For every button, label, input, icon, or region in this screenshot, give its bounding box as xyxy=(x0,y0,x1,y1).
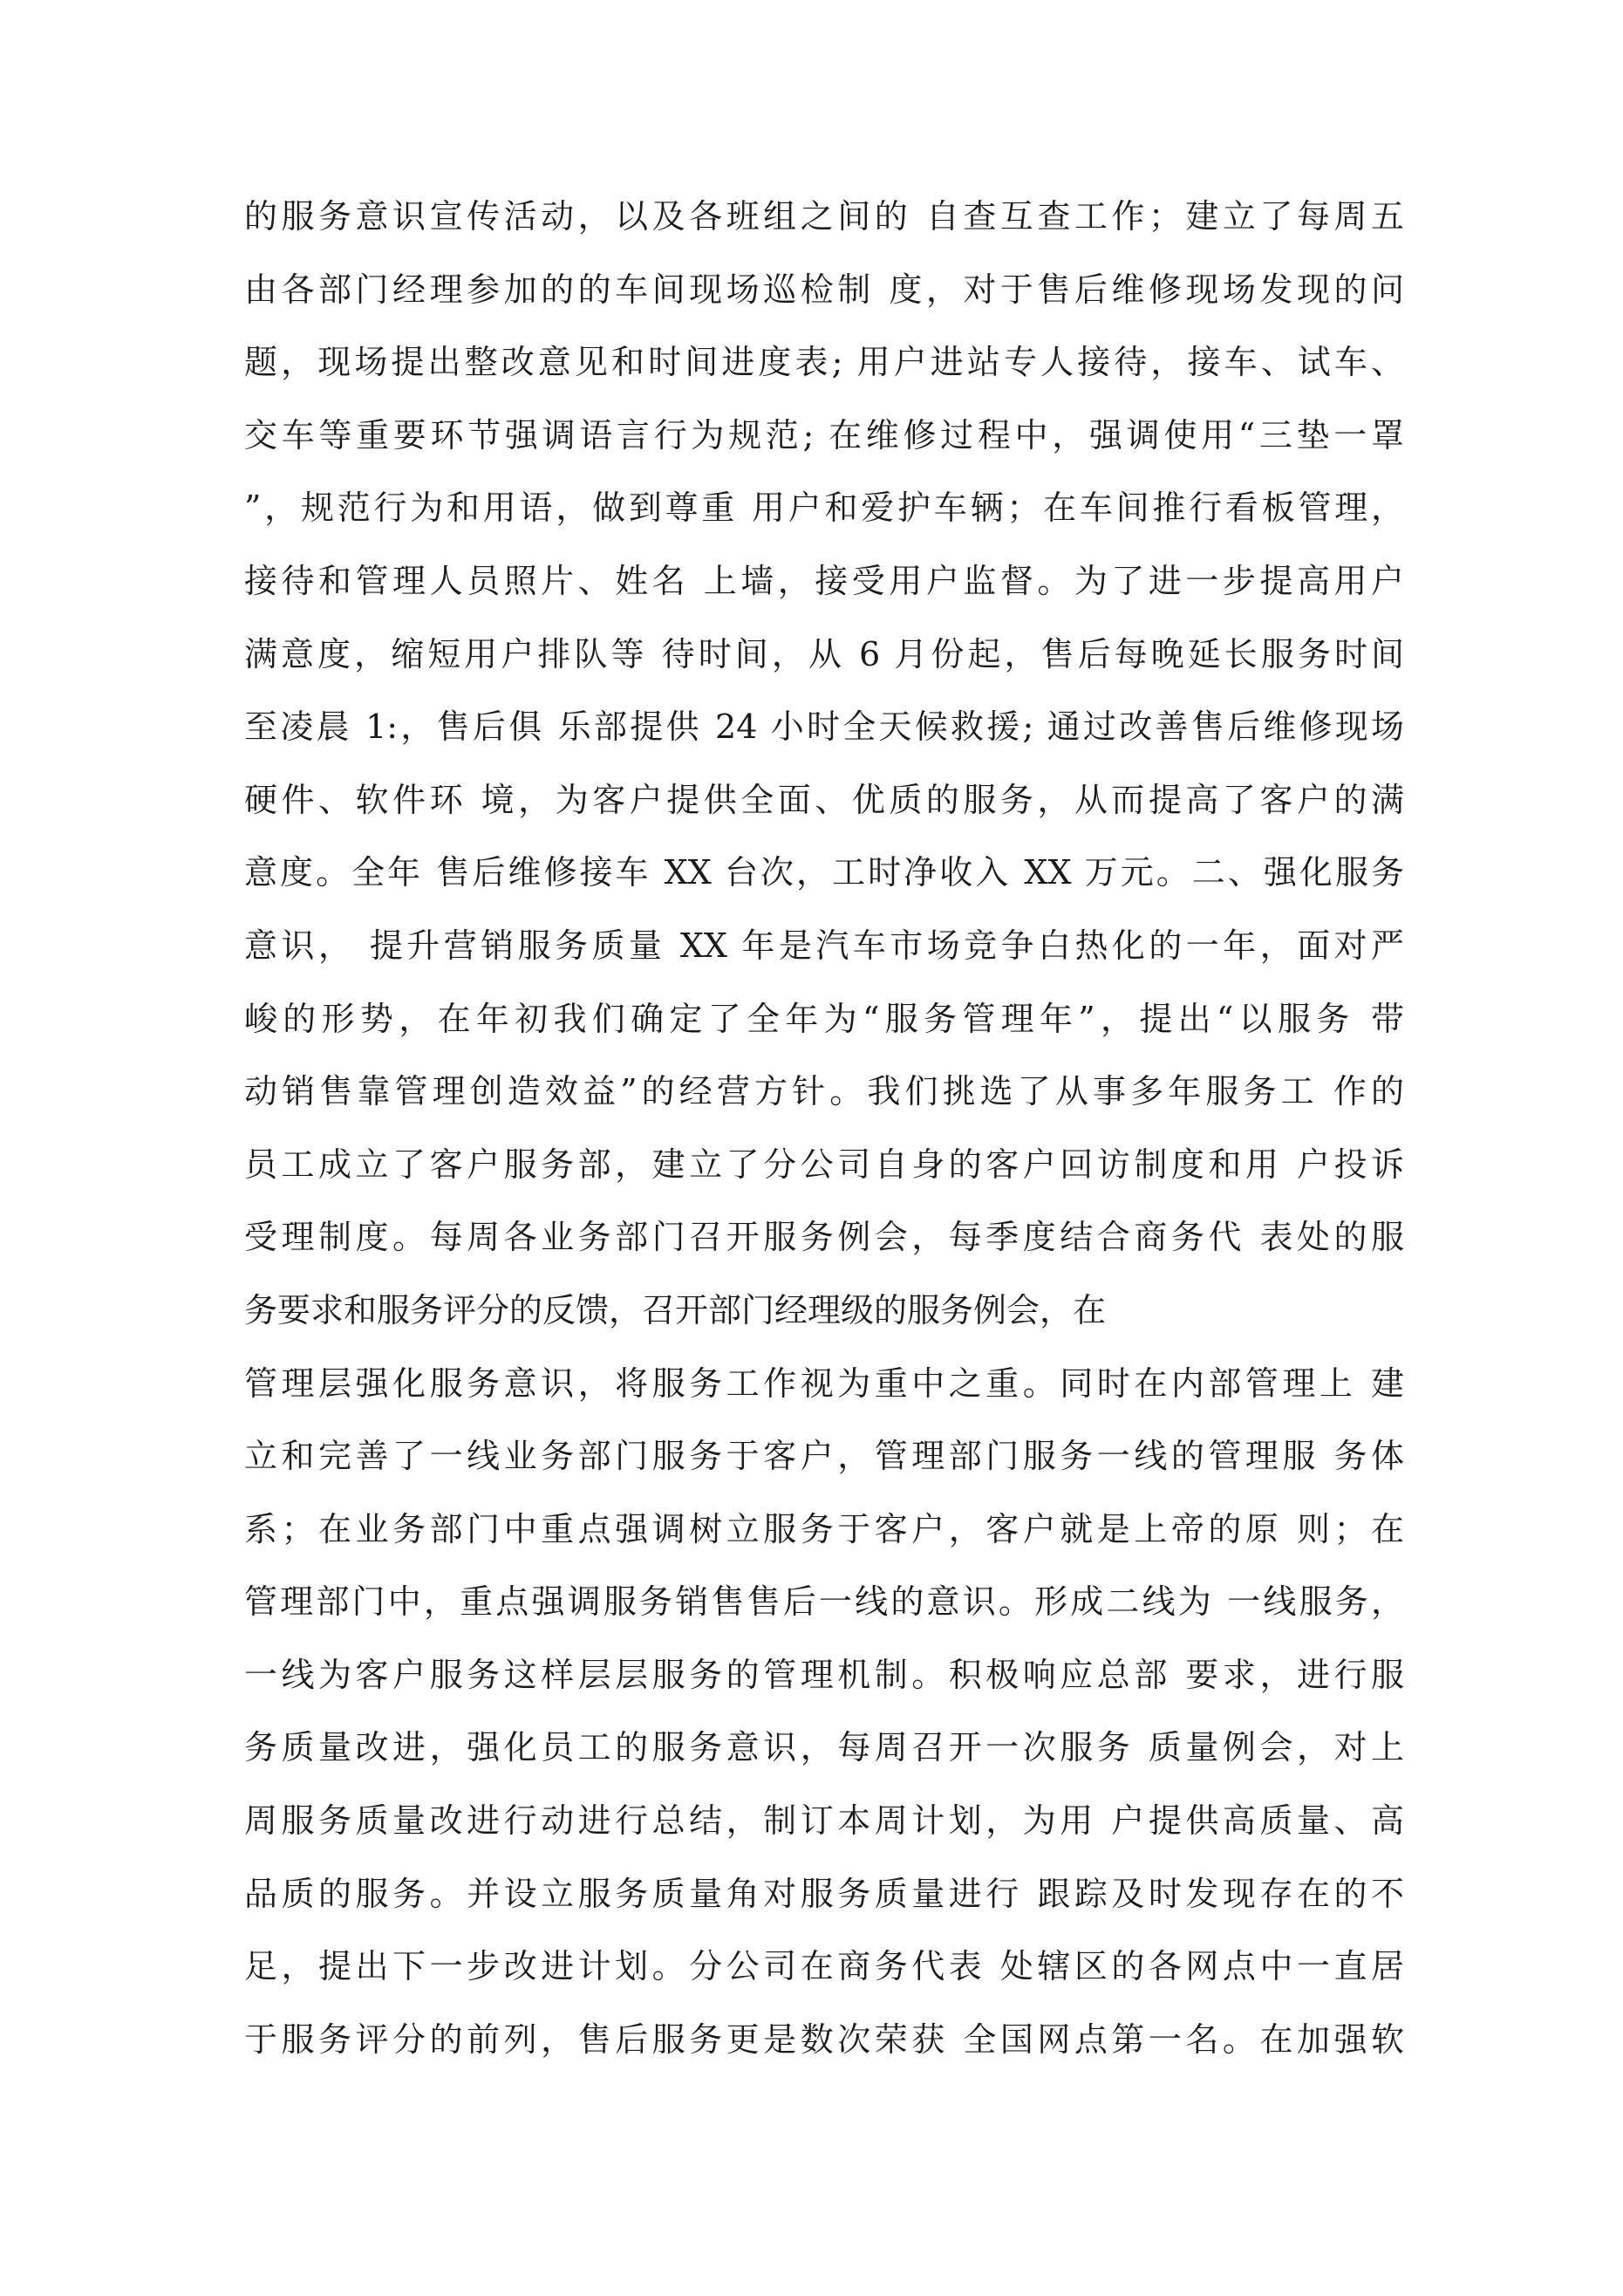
text-line: 管理层强化服务意识，将服务工作视为重中之重。同时在内部管理上 建 xyxy=(244,1363,1404,1403)
text-line: 员工成立了客户服务部，建立了分公司自身的客户回访制度和用 户投诉 xyxy=(244,1145,1404,1184)
text-line: 意度。全年 售后维修接车 XX 台次，工时净收入 XX 万元。二、强化服务 xyxy=(244,853,1404,892)
text-line: 意识， 提升营销服务质量 XX 年是汽车市场竞争白热化的一年，面对严 xyxy=(244,926,1404,965)
text-line: 受理制度。每周各业务部门召开服务例会，每季度结合商务代 表处的服 xyxy=(244,1218,1404,1257)
text-line: 的服务意识宣传活动，以及各班组之间的 自查互查工作；建立了每周五 xyxy=(244,197,1404,236)
text-line: 硬件、软件环 境，为客户提供全面、优质的服务，从而提高了客户的满 xyxy=(244,780,1404,819)
text-line: 题，现场提出整改意见和时间进度表; 用户进站专人接待，接车、试车、 xyxy=(244,343,1404,382)
text-line: 务要求和服务评分的反馈，召开部门经理级的服务例会，在 xyxy=(244,1290,1107,1329)
text-line: 交车等重要环节强调语言行为规范; 在维修过程中，强调使用“三垫一罩 xyxy=(244,415,1404,454)
text-line: 周服务质量改进行动进行总结，制订本周计划，为用 户提供高质量、高 xyxy=(244,1801,1404,1841)
text-line: 至凌晨 1:，售后俱 乐部提供 24 小时全天候救援; 通过改善售后维修现场 xyxy=(244,707,1404,747)
text-line: 品质的服务。并设立服务质量角对服务质量进行 跟踪及时发现存在的不 xyxy=(244,1874,1404,1913)
text-line: 于服务评分的前列，售后服务更是数次荣获 全国网点第一名。在加强软 xyxy=(244,2019,1404,2059)
text-line: 由各部门经理参加的的车间现场巡检制 度，对于售后维修现场发现的问 xyxy=(244,270,1404,309)
text-line: 务质量改进，强化员工的服务意识，每周召开一次服务 质量例会，对上 xyxy=(244,1728,1404,1767)
text-line: 一线为客户服务这样层层服务的管理机制。积极响应总部 要求，进行服 xyxy=(244,1655,1404,1694)
text-line: 满意度，缩短用户排队等 待时间，从 6 月份起，售后每晚延长服务时间 xyxy=(244,634,1404,673)
text-line: 管理部门中，重点强调服务销售售后一线的意识。形成二线为 一线服务， xyxy=(244,1582,1404,1622)
text-line: 系；在业务部门中重点强调树立服务于客户，客户就是上帝的原 则；在 xyxy=(244,1509,1404,1548)
text-line: 接待和管理人员照片、姓名 上墙，接受用户监督。为了进一步提高用户 xyxy=(244,561,1404,600)
body-text xyxy=(244,181,1404,2076)
text-line: 足，提出下一步改进计划。分公司在商务代表 处辖区的各网点中一直居 xyxy=(244,1947,1404,1986)
text-line: 峻的形势，在年初我们确定了全年为“服务管理年”，提出“以服务 带 xyxy=(244,999,1404,1038)
text-line: 立和完善了一线业务部门服务于客户，管理部门服务一线的管理服 务体 xyxy=(244,1437,1404,1476)
text-line: 动销售靠管理创造效益”的经营方针。我们挑选了从事多年服务工 作的 xyxy=(244,1072,1404,1111)
text-line: ”，规范行为和用语，做到尊重 用户和爱护车辆；在车间推行看板管理， xyxy=(244,489,1404,528)
